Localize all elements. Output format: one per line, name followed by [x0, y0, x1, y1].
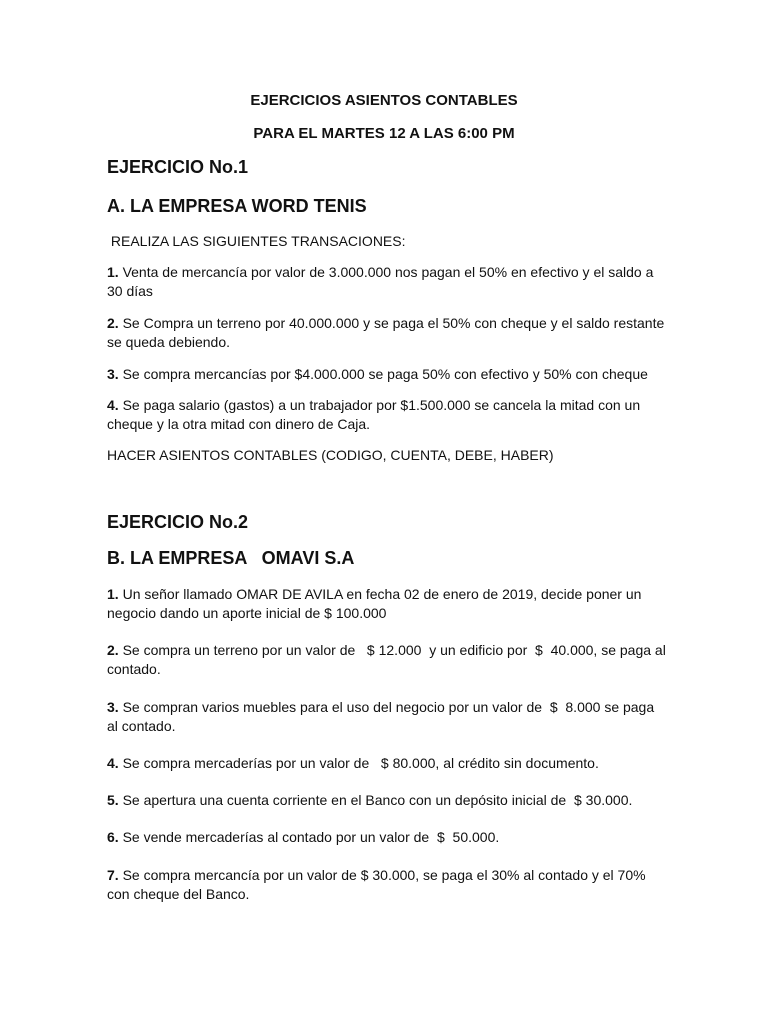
item-number: 2. — [107, 642, 119, 658]
exercise-2-item-2 — [107, 641, 670, 679]
item-text: Se vende mercaderías al contado por un valor de $ 50.000. — [118, 829, 500, 845]
item-number: 3. — [107, 699, 119, 715]
item-text: Se compran varios muebles para el uso del negocio por un valor de $ 8.000 se paga al contado. — [107, 699, 659, 734]
exercise-2-item-7 — [107, 866, 667, 904]
item-text: Se Compra un terreno por 40.000.000 y se paga el 50% con cheque y el saldo restante se queda debiendo. — [107, 315, 665, 350]
item-text: Se apertura una cuenta corriente en el Banco con un depósito inicial de $ 30.000. — [118, 792, 633, 808]
exercise-2-item-1 — [107, 585, 667, 623]
item-number: 3. — [107, 366, 119, 382]
exercise-1-item-2 — [107, 314, 667, 352]
document-title: EJERCICIOS ASIENTOS CONTABLES — [250, 92, 518, 109]
exercise-2-item-3 — [107, 698, 667, 736]
exercise-1-item-1 — [107, 263, 667, 301]
item-number: 1. — [107, 264, 119, 280]
item-text: Se compra mercaderías por un valor de $ 80.000, al crédito sin documento. — [118, 755, 599, 771]
item-number: 4. — [107, 755, 119, 771]
exercise-1-company: A. LA EMPRESA WORD TENIS — [107, 196, 367, 216]
item-number: 2. — [107, 315, 119, 331]
item-number: 4. — [107, 397, 119, 413]
exercise-2-company: B. LA EMPRESA OMAVI S.A — [107, 548, 355, 568]
item-text: Venta de mercancía por valor de 3.000.000 nos pagan el 50% en efectivo y el saldo a 30 días — [107, 264, 654, 299]
item-number: 7. — [107, 867, 119, 883]
exercise-1-instruction: HACER ASIENTOS CONTABLES (CODIGO, CUENTA, DEBE, HABER) — [107, 447, 554, 463]
item-text: Se compra un terreno por un valor de $ 12.000 y un edificio por $ 40.000, se paga al contado. — [107, 642, 670, 677]
item-text: Se compra mercancía por un valor de $ 30.000, se paga el 30% al contado y el 70% con cheque del Banco. — [107, 867, 646, 902]
item-text: Se paga salario (gastos) a un trabajador por $1.500.000 se cancela la mitad con un cheque y la otra mitad con dinero de Caja. — [107, 397, 641, 432]
exercise-2-item-4 — [107, 754, 667, 773]
exercise-1-item-3 — [107, 365, 667, 384]
item-text: Se compra mercancías por $4.000.000 se paga 50% con efectivo y 50% con cheque — [118, 366, 648, 382]
document-subtitle: PARA EL MARTES 12 A LAS 6:00 PM — [253, 125, 515, 142]
item-number: 5. — [107, 792, 119, 808]
exercise-2-item-6 — [107, 828, 667, 847]
exercise-1-item-4 — [107, 396, 667, 434]
item-text: Un señor llamado OMAR DE AVILA en fecha 02 de enero de 2019, decide poner un negocio dando un aporte inicial de $ 100.000 — [107, 586, 642, 621]
exercise-1-intro: REALIZA LAS SIGUIENTES TRANSACIONES: — [107, 233, 406, 249]
exercise-1-heading: EJERCICIO No.1 — [107, 157, 249, 177]
item-number: 6. — [107, 829, 119, 845]
exercise-2-heading: EJERCICIO No.2 — [107, 512, 249, 532]
item-number: 1. — [107, 586, 119, 602]
exercise-2-item-5 — [107, 791, 667, 810]
